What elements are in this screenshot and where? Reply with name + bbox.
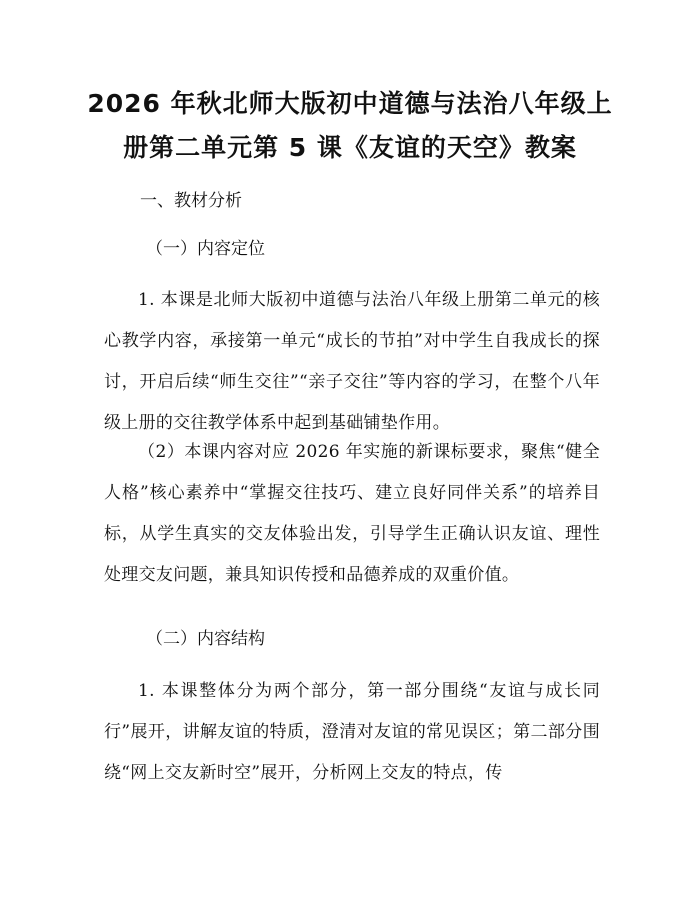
section-heading-textbook-analysis: 一、教材分析	[140, 191, 242, 211]
paragraph-content-positioning-2: （2）本课内容对应 2026 年实施的新课标要求，聚焦“健全人格”核心素养中“掌握交往技巧、建立良好同伴关系”的培养目标，从学生真实的交友体验出发，引导学生正确认识友谊、理性处理交友问题，兼具知识传授和品德养成的双重价值。	[104, 442, 600, 585]
document-title-line-2: 册第二单元第 5 课《友谊的天空》教案	[123, 133, 577, 162]
subsection-heading-content-positioning: （一）内容定位	[146, 239, 265, 259]
paragraph-content-positioning-1: 1. 本课是北师大版初中道德与法治八年级上册第二单元的核心教学内容，承接第一单元“成长的节拍”对中学生自我成长的探讨，开启后续“师生交往”“亲子交往”等内容的学习，在整个八年级上册的交往教学体系中起到基础铺垫作用。	[104, 290, 600, 433]
document-title-line-1: 2026 年秋北师大版初中道德与法治八年级上	[87, 89, 613, 118]
subsection-heading-content-structure: （二）内容结构	[146, 629, 265, 649]
paragraph-content-structure-1: 1. 本课整体分为两个部分，第一部分围绕“友谊与成长同行”展开，讲解友谊的特质，澄清对友谊的常见误区；第二部分围绕“网上交友新时空”展开，分析网上交友的特点，传	[104, 681, 600, 783]
